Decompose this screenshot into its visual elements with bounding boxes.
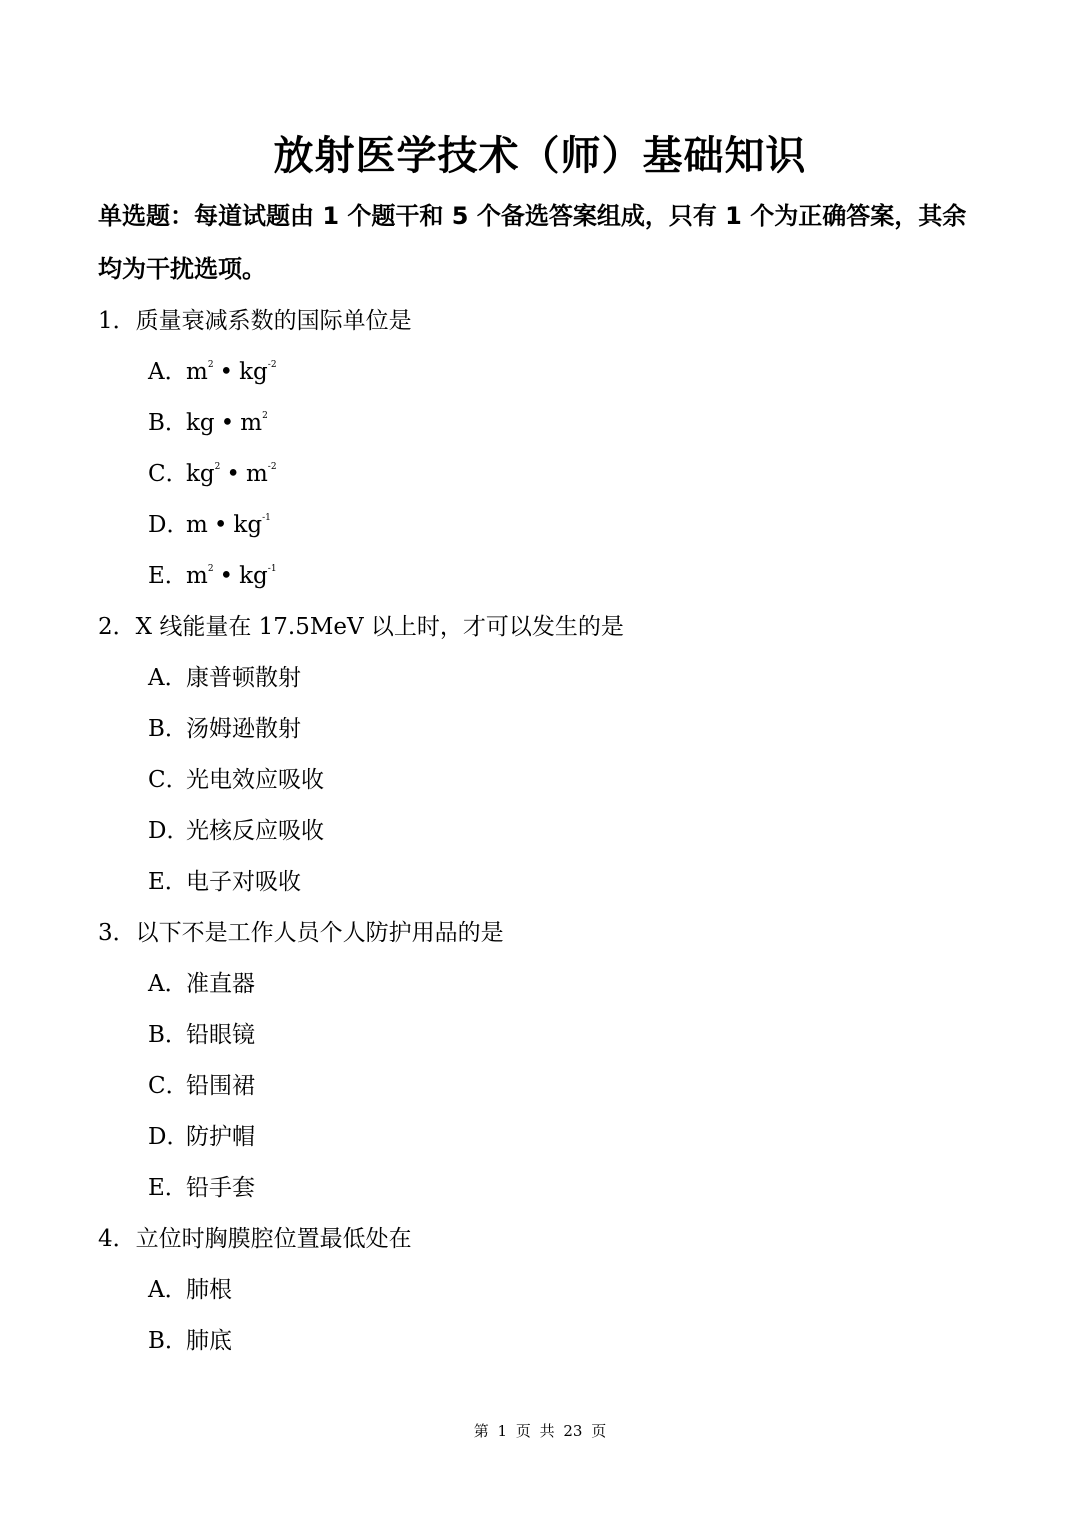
- multiply-dot-icon: •: [220, 410, 235, 436]
- option-d: [98, 500, 988, 551]
- option-b: [98, 704, 988, 755]
- unit-exponent: 2: [207, 360, 214, 370]
- option-a: [98, 959, 988, 1010]
- question-stem: [98, 1214, 988, 1265]
- unit-base: kg: [233, 512, 263, 538]
- option-c: [98, 449, 988, 500]
- question-3: [98, 908, 988, 1214]
- option-d: [98, 806, 988, 857]
- unit-base: kg: [186, 461, 215, 487]
- unit-exponent: 2: [262, 411, 268, 421]
- unit-exponent: -2: [267, 462, 277, 472]
- option-letter: B．: [148, 1328, 188, 1354]
- multiply-dot-icon: •: [219, 563, 234, 589]
- option-a: [98, 653, 988, 704]
- unit-exponent: -2: [267, 360, 277, 370]
- question-stem: [98, 908, 988, 959]
- option-letter: B．: [148, 716, 188, 742]
- question-2: [98, 602, 988, 908]
- question-text: 立位时胸膜腔位置最低处在: [135, 1226, 412, 1252]
- multiply-dot-icon: •: [226, 461, 240, 487]
- option-text: 铅手套: [186, 1175, 255, 1201]
- option-letter: C．: [148, 767, 189, 793]
- option-text: 准直器: [186, 971, 255, 997]
- option-letter: B．: [148, 1022, 188, 1048]
- option-letter: C．: [148, 461, 189, 487]
- option-text: 汤姆逊散射: [186, 716, 301, 742]
- option-e: [98, 551, 988, 602]
- option-text: 肺底: [186, 1328, 232, 1354]
- option-text: 光核反应吸收: [186, 818, 324, 844]
- question-number: 3．: [98, 920, 136, 946]
- option-text: 肺根: [186, 1277, 232, 1303]
- question-text: 质量衰减系数的国际单位是: [135, 308, 412, 334]
- unit-exponent: 2: [214, 462, 221, 472]
- option-e: [98, 1163, 988, 1214]
- option-letter: A．: [148, 1277, 188, 1303]
- option-a: [98, 1265, 988, 1316]
- multiply-dot-icon: •: [219, 359, 234, 385]
- unit-exponent: -1: [267, 564, 277, 574]
- question-stem: [98, 296, 988, 347]
- question-list: [98, 296, 988, 1367]
- option-letter: C．: [148, 1073, 189, 1099]
- unit-base: m: [186, 563, 208, 589]
- unit-base: kg: [239, 563, 268, 589]
- option-letter: E．: [148, 1175, 188, 1201]
- option-a: [98, 347, 988, 398]
- unit-base: m: [186, 512, 208, 538]
- unit-exponent: 2: [207, 564, 214, 574]
- unit-base: kg: [186, 410, 215, 436]
- option-e: [98, 857, 988, 908]
- document-title: 放射医学技术（师）基础知识: [273, 133, 807, 179]
- option-letter: B．: [148, 410, 188, 436]
- option-b: [98, 1010, 988, 1061]
- option-letter: E．: [148, 563, 188, 589]
- option-text: 铅眼镜: [186, 1022, 255, 1048]
- option-letter: E．: [148, 869, 188, 895]
- question-stem: [98, 602, 988, 653]
- option-text: 光电效应吸收: [186, 767, 324, 793]
- option-letter: A．: [148, 665, 188, 691]
- option-letter: A．: [148, 359, 188, 385]
- option-text: 康普顿散射: [186, 665, 301, 691]
- option-d: [98, 1112, 988, 1163]
- question-1: [98, 296, 988, 602]
- unit-base: kg: [239, 359, 268, 385]
- option-text: 防护帽: [186, 1124, 255, 1150]
- question-text: 以下不是工作人员个人防护用品的是: [135, 920, 504, 946]
- unit-exponent: -1: [262, 513, 271, 523]
- question-text: X 线能量在 17.5MeV 以上时，才可以发生的是: [135, 614, 624, 640]
- option-c: [98, 755, 988, 806]
- option-letter: A．: [148, 971, 188, 997]
- option-letter: D．: [148, 1124, 190, 1150]
- page-footer: 第 1 页 共 23 页: [473, 1422, 607, 1440]
- question-number: 1．: [98, 308, 136, 334]
- question-number: 4．: [98, 1226, 136, 1252]
- unit-base: m: [240, 410, 263, 436]
- multiply-dot-icon: •: [213, 512, 228, 538]
- option-b: [98, 1316, 988, 1367]
- option-text: 铅围裙: [186, 1073, 255, 1099]
- option-letter: D．: [148, 818, 190, 844]
- option-c: [98, 1061, 988, 1112]
- option-b: [98, 398, 988, 449]
- unit-base: m: [186, 359, 208, 385]
- instructions-text: 单选题：每道试题由 1 个题干和 5 个备选答案组成，只有 1 个为正确答案，其余均为干扰选项。: [98, 202, 967, 283]
- question-number: 2．: [98, 614, 136, 640]
- unit-base: m: [245, 461, 268, 487]
- question-4: [98, 1214, 988, 1367]
- option-letter: D．: [148, 512, 190, 538]
- option-text: 电子对吸收: [186, 869, 301, 895]
